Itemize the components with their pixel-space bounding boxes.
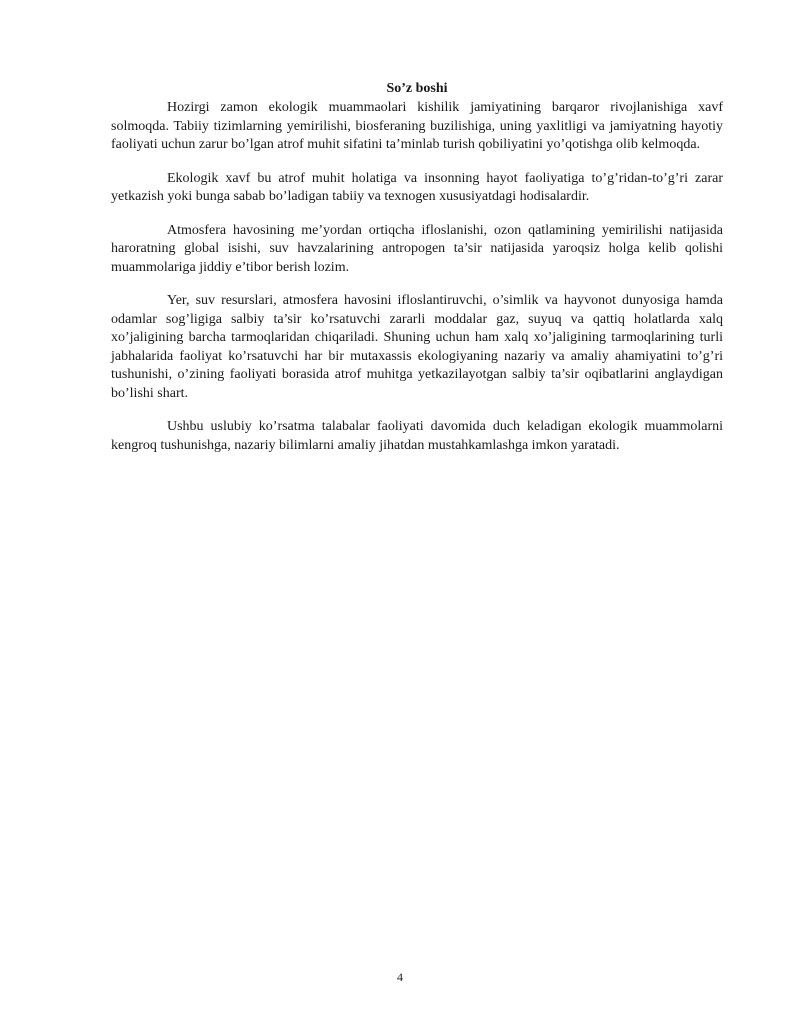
paragraph-2: Ekologik xavf bu atrof muhit holatiga va insonning hayot faoliyatiga to’g’ridan-to’g’ri zarar yetkazish yoki bunga sabab bo’ladigan tabiiy va texnogen xususiyatdagi hodisalardir. bbox=[111, 170, 723, 204]
paragraph-4: Yer, suv resurslari, atmosfera havosini ifloslantiruvchi, o’simlik va hayvonot dunyosiga hamda odamlar sog’ligiga salbiy ta’sir ko’rsatuvchi zararli moddalar gaz, suyuq va qattiq holatlarda xalq xo’jaligining barcha tarmoqlaridan chiqariladi. Shuning uchun ham xalq xo’jaligining tarmoqlarining turli jabhalarida faoliyat ko’rsatuvchi har bir mutaxassis ekologiyaning nazariy va amaliy ahamiyatini to’g’ri tushunishi, o’zining faoliyati borasida atrof muhitga yetkazilayotgan salbiy ta’sir oqibatlarini anglaydigan bo’lishi shart. bbox=[111, 293, 723, 401]
paragraph-3: Atmosfera havosining me’yordan ortiqcha ifloslanishi, ozon qatlamining yemirilishi natijasida haroratning global isishi, suv havzalarining antropogen ta’sir natijasida yaroqsiz holga kelib qolishi muammolariga jiddiy e’tibor berish lozim. bbox=[111, 222, 723, 275]
page-content bbox=[111, 80, 723, 470]
section-title: So’z boshi bbox=[386, 81, 448, 96]
page-number: 4 bbox=[397, 970, 403, 984]
paragraph-1: Hozirgi zamon ekologik muammaolari kishilik jamiyatining barqaror rivojlanishiga xavf solmoqda. Tabiiy tizimlarning yemirilishi, biosferaning buzilishiga, uning yaxlitligi va jamiyatning hayotiy faoliyati uchun zarur bo’lgan atrof muhit sifatini ta’minlab turish qobiliyatini yo’qotishga olib kelmoqda. bbox=[111, 100, 723, 152]
paragraph-5: Ushbu uslubiy ko’rsatma talabalar faoliyati davomida duch keladigan ekologik muammolarni kengroq tushunishga, nazariy bilimlarni amaliy jihatdan mustahkamlashga imkon yaratadi. bbox=[111, 419, 723, 453]
